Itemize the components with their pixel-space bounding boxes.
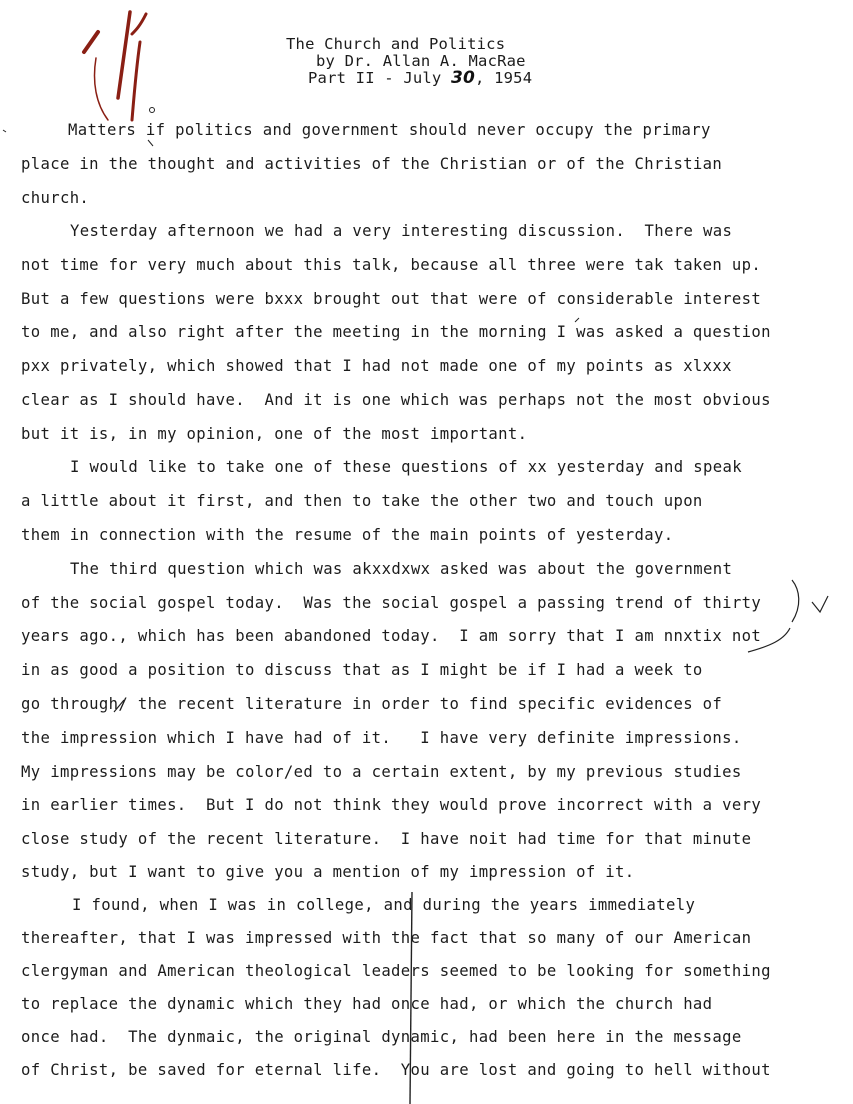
text-line-6: But a few questions were bxxx brought out that were of considerable interest [21, 290, 762, 308]
text-line-17: in as good a position to discuss that as I might be if I had a week to [21, 661, 703, 679]
text-line-20: My impressions may be color/ed to a certain extent, by my previous studies [21, 763, 742, 781]
handwritten-date-day: 30 [450, 68, 476, 88]
text-line-4: Yesterday afternoon we had a very interesting discussion. There was [70, 222, 733, 240]
text-line-24: I found, when I was in college, and during the years immediately [72, 896, 696, 914]
text-line-11: I would like to take one of these questions of xx yesterday and speak [70, 458, 742, 476]
red-pen-stroke-1 [84, 32, 98, 52]
text-line-27: to replace the dynamic which they had once had, or which the church had [21, 995, 713, 1013]
text-line-8: pxx privately, which showed that I had not made one of my points as xlxxx [21, 357, 732, 375]
part-prefix: Part II - July [308, 69, 451, 87]
document-author: by Dr. Allan A. MacRae [316, 52, 526, 70]
red-pen-stroke-3 [132, 14, 146, 34]
date-year: , 1954 [475, 69, 533, 87]
text-line-16: years ago., which has been abandoned today. I am sorry that I am nnxtix not [21, 627, 762, 645]
document-title: The Church and Politics [286, 35, 506, 53]
text-line-7: to me, and also right after the meeting in the morning I was asked a question [21, 323, 771, 341]
text-line-18: go through/ the recent literature in order to find specific evidences of [21, 695, 723, 713]
text-line-14: The third question which was akxxdxwx asked was about the government [70, 560, 733, 578]
pencil-bracket [792, 580, 799, 622]
pencil-dash [575, 318, 579, 322]
text-line-21: in earlier times. But I do not think they would prove incorrect with a very [21, 796, 762, 814]
text-line-26: clergyman and American theological leaders seemed to be looking for something [21, 962, 771, 980]
text-line-2: place in the thought and activities of the Christian or of the Christian [21, 155, 723, 173]
text-line-10: but it is, in my opinion, one of the most important. [21, 425, 528, 443]
document-header [286, 36, 532, 87]
text-line-15: of the social gospel today. Was the social gospel a passing trend of thirty [21, 594, 762, 612]
red-pen-stroke-2 [118, 12, 130, 98]
text-line-28: once had. The dynmaic, the original dynamic, had been here in the message [21, 1028, 742, 1046]
pencil-tick-mark [148, 140, 153, 146]
text-line-29: of Christ, be saved for eternal life. You are lost and going to hell without [21, 1061, 771, 1079]
text-line-22: close study of the recent literature. I have noit had time for that minute [21, 830, 752, 848]
text-line-23: study, but I want to give you a mention of my impression of it. [21, 863, 635, 881]
text-line-13: them in connection with the resume of the main points of yesterday. [21, 526, 674, 544]
text-line-1: Matters if politics and government should never occupy the primary [68, 121, 711, 139]
text-line-12: a little about it first, and then to take the other two and touch upon [21, 492, 703, 510]
document-part-date [286, 70, 532, 87]
red-pen-stroke-4 [132, 42, 140, 120]
text-line-25: thereafter, that I was impressed with the fact that so many of our American [21, 929, 752, 947]
text-line-5: not time for very much about this talk, because all three were tak taken up. [21, 256, 762, 274]
red-pen-stroke-5 [95, 58, 109, 120]
text-line-19: the impression which I have had of it. I have very definite impressions. [21, 729, 742, 747]
text-line-9: clear as I should have. And it is one which was perhaps not the most obvious [21, 391, 771, 409]
pencil-dot-mark [150, 108, 155, 113]
pencil-check-mark [812, 596, 828, 612]
text-line-3: church. [21, 189, 90, 207]
pencil-left-tick [3, 130, 6, 132]
